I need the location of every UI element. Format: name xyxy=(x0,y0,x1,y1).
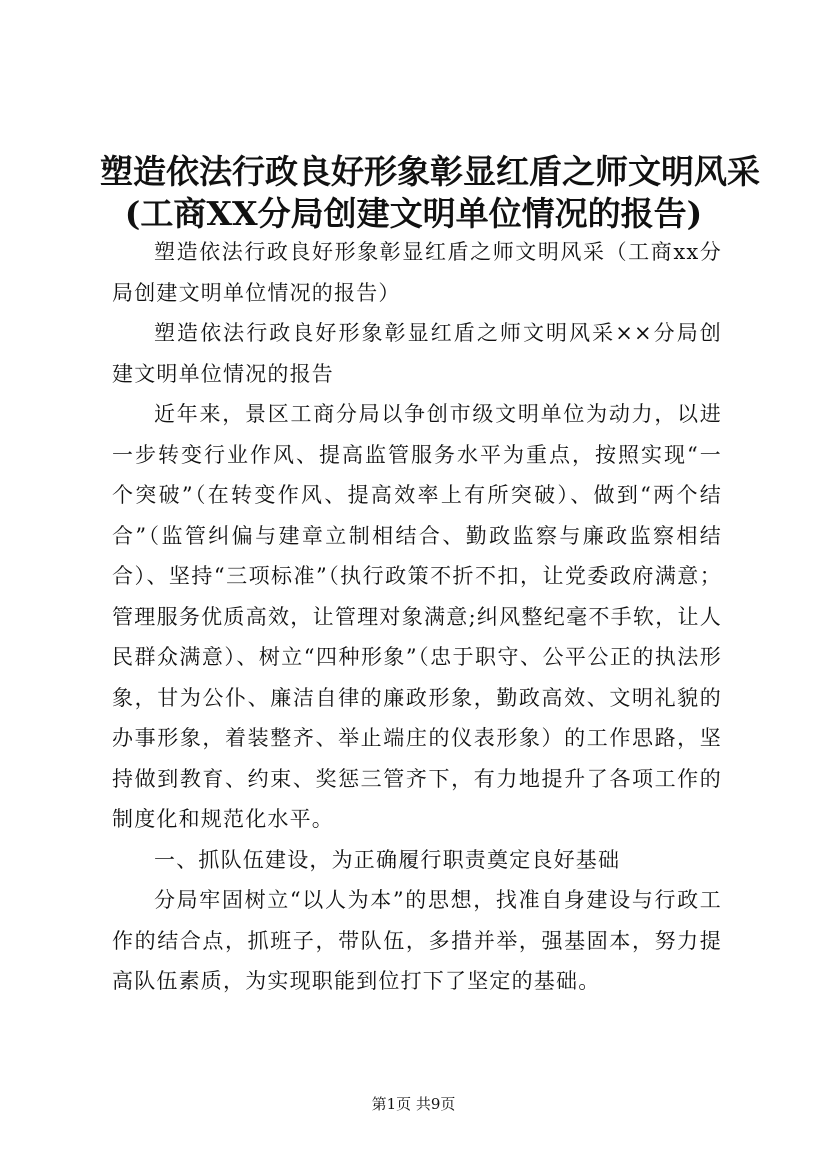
paragraph: 塑造依法行政良好形象彰显红盾之师文明风采××分局创建文明单位情况的报告 xyxy=(112,321,722,386)
document-title-line2: (工商XX分局创建文明单位情况的报告) xyxy=(124,194,703,233)
paragraph: 分局牢固树立“以人为本”的思想，找准自身建设与行政工作的结合点，抓班子，带队伍，多措并举，强基固本，努力提高队伍素质，为实现职能到位打下了坚定的基础。 xyxy=(112,888,722,993)
document-body xyxy=(112,232,722,1002)
section-heading: 一、抓队伍建设，为正确履行职责奠定良好基础 xyxy=(154,847,621,872)
document-title-line1: 塑造依法行政良好形象彰显红盾之师文明风采 xyxy=(100,152,760,191)
page-number-footer: 第1页 共9页 xyxy=(371,1095,456,1113)
paragraph: 近年来，景区工商分局以争创市级文明单位为动力，以进一步转变行业作风、提高监管服务水平为重点，按照实现“一个突破”（在转变作风、提高效率上有所突破）、做到“两个结合”（监管纠偏与建章立制相结合、勤政监察与廉政监察相结合）、坚持“三项标准”（执行政策不折不扣，让党委政府满意；管理服务优质高效，让管理对象满意;纠风整纪毫不手软，让人民群众满意）、树立“四种形象”（忠于职守、公平公正的执法形象，甘为公仆、廉洁自律的廉政形象，勤政高效、文明礼貌的办事形象，着装整齐、举止端庄的仪表形象）的工作思路，坚持做到教育、约束、奖惩三管齐下，有力地提升了各项工作的制度化和规范化水平。 xyxy=(112,402,722,831)
paragraph: 塑造依法行政良好形象彰显红盾之师文明风采（工商xx分局创建文明单位情况的报告） xyxy=(112,240,722,305)
